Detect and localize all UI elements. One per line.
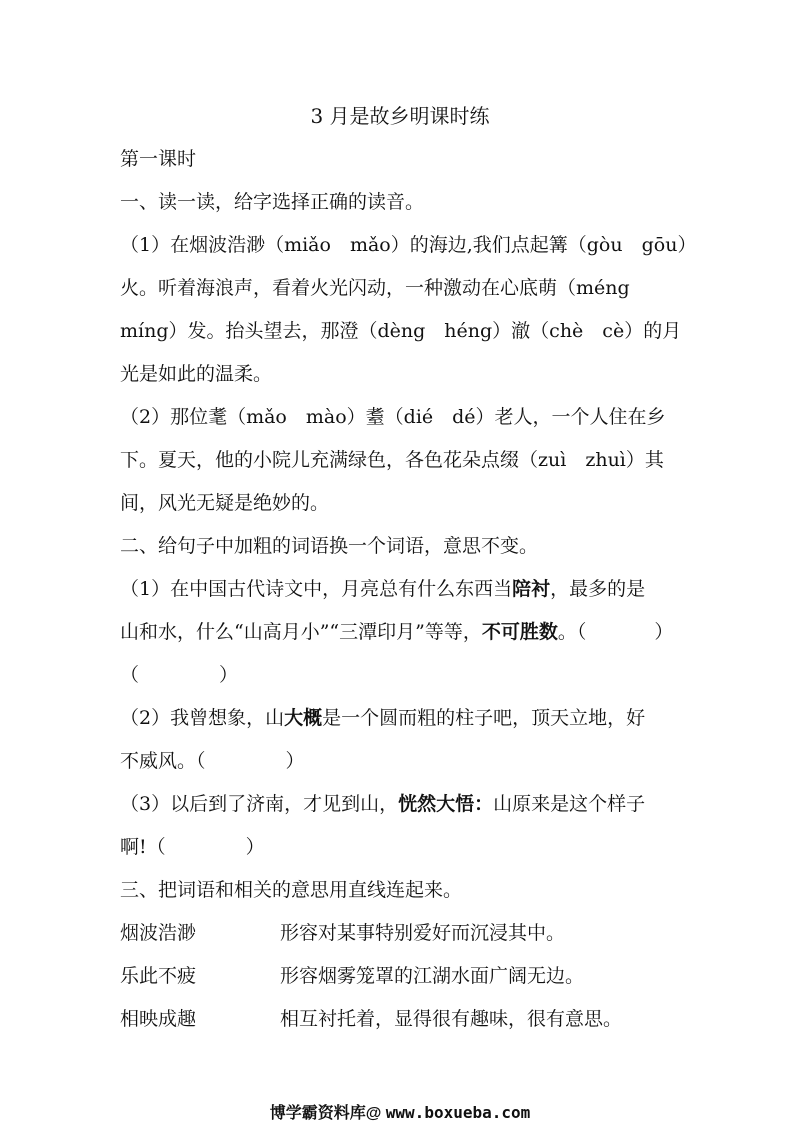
match-meaning[interactable]: 形容对某事特别爱好而沉浸其中。 — [280, 922, 566, 944]
s2-q2-close-paren: ） — [285, 750, 305, 772]
s2-q1-text: （1）在中国古代诗文中，月亮总有什么东西当 — [120, 578, 513, 600]
match-word[interactable]: 乐此不疲 — [120, 965, 197, 987]
s2-q1-line2-text: 山和水，什么“山高月小”“三潭印月”等等， — [120, 621, 482, 643]
section3-heading: 三、把词语和相关的意思用直线连起来。 — [120, 879, 463, 901]
s2-q1-line2 — [120, 620, 690, 644]
match-word[interactable]: 烟波浩渺 — [120, 922, 197, 944]
s2-q1-line1 — [120, 577, 690, 601]
section2-heading: 二、给句子中加粗的词语换一个词语，意思不变。 — [120, 535, 539, 557]
match-meaning[interactable]: 形容烟雾笼罩的江湖水面广阔无边。 — [280, 965, 585, 987]
s1-q1-line3: míng）发。抬头望去，那澄（dèng héng）澈（chè cè）的月 — [120, 320, 682, 342]
s2-q3-close-paren: ） — [245, 836, 265, 858]
match-word[interactable]: 相映成趣 — [120, 1008, 197, 1030]
s2-q1-open-paren: 。（ — [557, 621, 587, 643]
s1-q2-line1: （2）那位耄（mǎo mào）耋（dié dé）老人，一个人住在乡 — [120, 406, 666, 428]
s1-q1-line4: 光是如此的温柔。 — [120, 363, 273, 385]
bold-word-bukeshengshu: 不可胜数 — [481, 621, 558, 643]
s2-q3-line2 — [120, 835, 690, 859]
lesson-label: 第一课时 — [120, 148, 197, 170]
s2-q3-text: （3）以后到了济南，才见到山， — [120, 793, 399, 815]
s2-q1-line3-close: ） — [219, 664, 239, 686]
s1-q1-line2: 火。听着海浪声，看着火光闪动，一种激动在心底萌（méng — [120, 277, 630, 299]
s2-q1-line3-open: （ — [120, 664, 140, 686]
s2-q2-line2 — [120, 749, 690, 773]
section1-heading: 一、读一读，给字选择正确的读音。 — [120, 191, 425, 213]
s2-q2-text-after: 是一个圆而粗的柱子吧，顶天立地，好 — [322, 707, 646, 729]
s2-q3-line1 — [120, 792, 690, 816]
s2-q3-line2-text: 啊!（ — [120, 836, 166, 858]
bold-word-peichen: 陪衬 — [512, 578, 551, 600]
s2-q1-text-after: ，最多的是 — [550, 578, 646, 600]
s2-q2-text: （2）我曾想象，山 — [120, 707, 285, 729]
s2-q1-close-paren: ） — [654, 621, 674, 643]
footer-url[interactable]: www.boxueba.com — [385, 1103, 531, 1122]
s1-q1-line1: （1）在烟波浩渺（miǎo mǎo）的海边,我们点起篝（gòu gōu） — [120, 234, 697, 256]
page-title: 3 月是故乡明课时练 — [310, 104, 490, 128]
s2-q2-line1 — [120, 706, 690, 730]
s1-q2-line3: 间，风光无疑是绝妙的。 — [120, 492, 330, 514]
s2-q1-line3 — [120, 663, 690, 687]
bold-word-dagai: 大概 — [284, 707, 323, 729]
s2-q2-line2-text: 不威风。（ — [120, 750, 206, 772]
s1-q2-line2: 下。夏天，他的小院儿充满绿色，各色花朵点缀（zuì zhuì）其 — [120, 449, 664, 471]
footer-watermark — [0, 1100, 800, 1123]
bold-word-huangrandawu: 恍然大悟： — [398, 793, 494, 815]
match-meaning[interactable]: 相互衬托着，显得很有趣味，很有意思。 — [280, 1008, 623, 1030]
footer-site-name: 博学霸资料库@ — [269, 1105, 382, 1122]
s2-q3-text-after: 山原来是这个样子 — [493, 793, 646, 815]
